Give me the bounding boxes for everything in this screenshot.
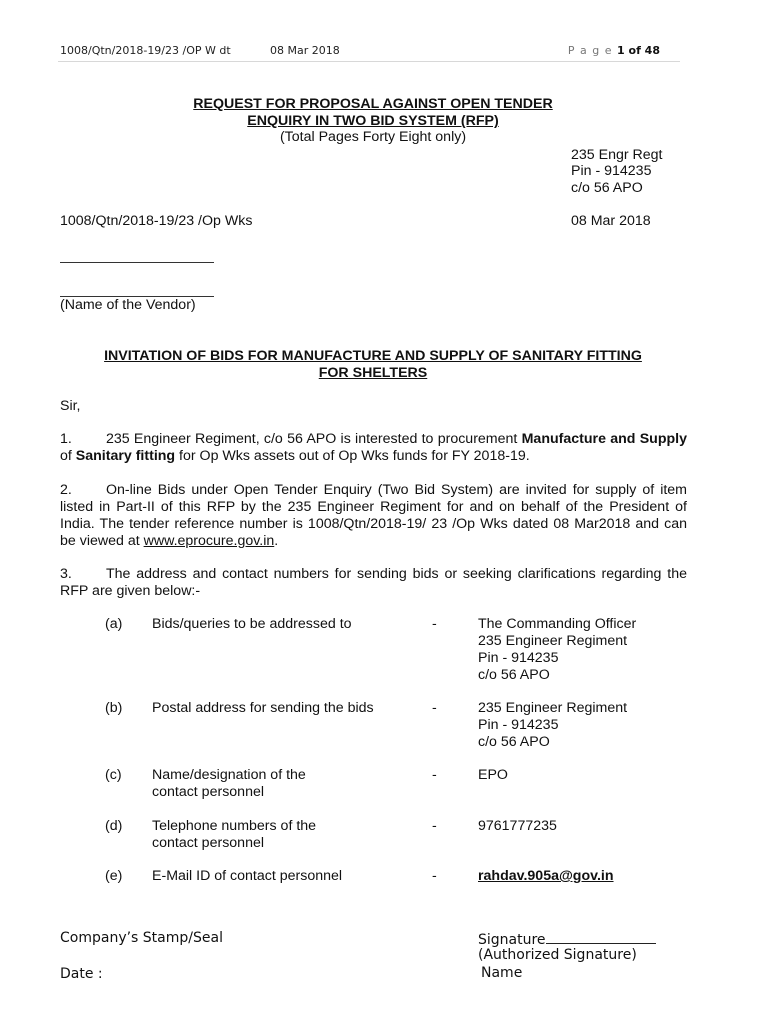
document-title-line1: REQUEST FOR PROPOSAL AGAINST OPEN TENDER xyxy=(193,96,553,112)
contact-email-link[interactable]: rahdav.905a@gov.in xyxy=(478,868,614,884)
name-label: Name xyxy=(481,965,523,981)
contact-label-d: Telephone numbers of the contact personnel xyxy=(152,818,317,851)
header-reference: 1008/Qtn/2018-19/23 /OP W dt xyxy=(60,44,231,57)
reference-date: 08 Mar 2018 xyxy=(571,213,651,229)
contact-value-c xyxy=(478,767,698,784)
contact-b-line3: c/o 56 APO xyxy=(478,734,550,750)
signature-line xyxy=(546,930,656,944)
para2-number: 2. xyxy=(60,482,72,498)
paragraph-3 xyxy=(60,566,687,600)
para3-number: 3. xyxy=(60,566,72,582)
para1-bold-b: Sanitary fitting xyxy=(75,448,176,464)
contact-value-a xyxy=(478,616,698,684)
document-title-line2: ENQUIRY IN TWO BID SYSTEM (RFP) xyxy=(247,113,499,129)
contact-c-line1: EPO xyxy=(478,767,508,783)
date-label: Date : xyxy=(60,966,103,982)
contact-a-line1: The Commanding Officer xyxy=(478,616,637,632)
contact-dash-b: - xyxy=(432,700,437,716)
document-title-pages: (Total Pages Forty Eight only) xyxy=(279,129,467,145)
eprocure-link[interactable]: www.eprocure.gov.in xyxy=(143,533,275,549)
invitation-heading-line1: INVITATION OF BIDS FOR MANUFACTURE AND SUPPLY OF SANITARY FITTING xyxy=(104,348,642,364)
contact-b-line1: 235 Engineer Regiment xyxy=(478,700,628,716)
para1-bold-a: Manufacture and Supply xyxy=(521,431,687,447)
contact-b-line2: Pin - 914235 xyxy=(478,717,559,733)
header-date: 08 Mar 2018 xyxy=(270,44,340,57)
contact-label-b: Postal address for sending the bids xyxy=(152,700,374,716)
contact-label-a: Bids/queries to be addressed to xyxy=(152,616,352,632)
para2-end: . xyxy=(274,533,279,549)
contact-a-line3: Pin - 914235 xyxy=(478,650,559,666)
contact-key-c: (c) xyxy=(105,767,122,783)
contact-label-c: Name/designation of the contact personnel xyxy=(152,767,306,800)
contact-key-b: (b) xyxy=(105,700,123,716)
invitation-heading-line2: FOR SHELTERS xyxy=(318,365,428,381)
vendor-blank-line-1 xyxy=(60,262,214,263)
company-stamp-label: Company’s Stamp/Seal xyxy=(60,930,223,946)
contact-dash-c: - xyxy=(432,767,437,783)
reference-number: 1008/Qtn/2018-19/23 /Op Wks xyxy=(60,213,253,229)
page-count: 1 of 48 xyxy=(617,44,660,57)
salutation: Sir, xyxy=(60,398,81,414)
contact-dash-d: - xyxy=(432,818,437,834)
page-word: P a g e xyxy=(567,44,613,57)
para1-number: 1. xyxy=(60,431,72,447)
contact-dash-e: - xyxy=(432,868,437,884)
contact-value-e xyxy=(478,868,698,885)
para3-text: The address and contact numbers for sending bids or seeking clarifications regarding the RFP are given below:- xyxy=(60,566,687,599)
sender-unit: 235 Engr Regt xyxy=(571,147,663,163)
para1-text-c: for Op Wks assets out of Op Wks funds for FY 2018-19. xyxy=(175,448,530,464)
contact-dash-a: - xyxy=(432,616,437,632)
contact-label-e: E-Mail ID of contact personnel xyxy=(152,868,343,884)
contact-key-a: (a) xyxy=(105,616,123,632)
signature-label: Signature xyxy=(478,932,546,948)
contact-value-b xyxy=(478,700,698,751)
contact-a-line2: 235 Engineer Regiment xyxy=(478,633,628,649)
authorized-signature-label: (Authorized Signature) xyxy=(478,947,637,963)
contact-a-line4: c/o 56 APO xyxy=(478,667,550,683)
contact-d-line1: 9761777235 xyxy=(478,818,557,834)
contact-key-e: (e) xyxy=(105,868,123,884)
vendor-name-label: (Name of the Vendor) xyxy=(60,297,196,313)
para2-text: On-line Bids under Open Tender Enquiry (Two Bid System) are invited for supply of item listed in Part-II of this RFP by the 235 Engineer Regiment for and on behalf of the President of India. The tender reference number is 1008/Qtn/2018-19/ 23 /Op Wks dated 08 Mar2018 and can be viewed at xyxy=(60,482,687,549)
header-divider xyxy=(58,61,680,62)
sender-apo: c/o 56 APO xyxy=(571,180,643,196)
contact-value-d xyxy=(478,818,698,835)
para1-text-b: of xyxy=(60,448,76,464)
paragraph-2 xyxy=(60,482,687,550)
paragraph-1 xyxy=(60,431,687,465)
header-page-number xyxy=(568,44,660,57)
para1-text-a: 235 Engineer Regiment, c/o 56 APO is interested to procurement xyxy=(106,431,522,447)
sender-pin: Pin - 914235 xyxy=(571,163,652,179)
contact-key-d: (d) xyxy=(105,818,123,834)
